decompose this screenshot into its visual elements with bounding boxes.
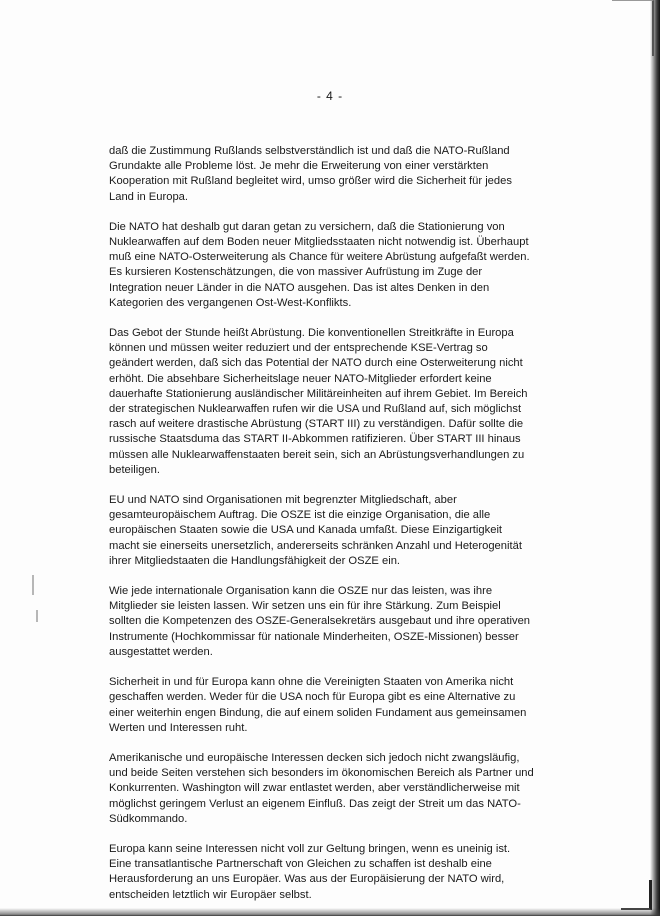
paragraph: Sicherheit in und für Europa kann ohne die Vereinigten Staaten von Amerika nicht geschaffen werden. Weder für die USA noch für Europa gibt es eine Alternative zu einer weiterhin engen Bindung, die auf einem soliden Fundament aus gemeinsamen Werten und Interessen ruht. <box>109 676 527 734</box>
scan-speck <box>36 610 38 622</box>
paragraph: EU und NATO sind Organisationen mit begrenzter Mitgliedschaft, aber gesamteuropäischem Auftrag. Die OSZE ist die einzige Organisation, die alle europäischen Staaten sowie die USA und Kanada umfaßt. Diese Einzigartigkeit macht sie einerseits unersetzlich, andererseits schränken Anzahl und Heterogenität ihrer Mitgliedstaaten die Handlungsfähigkeit der OSZE ein. <box>109 494 522 567</box>
paragraph: Die NATO hat deshalb gut daran getan zu versichern, daß die Stationierung von Nuklearwaffen auf dem Boden neuer Mitgliedsstaaten nicht notwendig ist. Überhaupt muß eine NATO-Osterweiterung als Chance für weitere Abrüstung aufgefaßt werden. Es kursieren Kostenschätzungen, die von massiver Aufrüstung im Zuge der Integration neuer Länder in die NATO ausgehen. Das ist altes Denken in den Kategorien des vergangenen Ost-West-Konflikts. <box>109 220 530 309</box>
scan-speck <box>32 575 34 595</box>
paragraph: daß die Zustimmung Rußlands selbstverständlich ist und daß die NATO-Rußland Grundakte alle Probleme löst. Je mehr die Erweiterung von einer verstärkten Kooperation mit Rußland begleitet wird, umso größer wird die Sicherheit für jedes Land in Europa. <box>109 145 512 203</box>
paragraph: Wie jede internationale Organisation kann die OSZE nur das leisten, was ihre Mitglieder sie leisten lassen. Wir setzen uns ein für ihre Stärkung. Zum Beispiel sollten die Kompetenzen des OSZE-Generalsekretärs ausgebaut und ihre operativen Instrumente (Hochkommissar für nationale Minderheiten, OSZE-Missionen) besser ausgestattet werden. <box>109 585 531 658</box>
scan-corner-mark <box>621 880 652 910</box>
scan-corner-mark <box>612 0 654 56</box>
paragraph: Europa kann seine Interessen nicht voll zur Geltung bringen, wenn es uneinig ist. Eine transatlantische Partnerschaft von Gleichen zu schaffen ist deshalb eine Herausforderung an uns Europäer. Was aus der Europäisierung der NATO wird, entscheiden letztlich wir Europäer selbst. <box>109 842 511 901</box>
body-text <box>109 144 534 918</box>
page-number: - 4 - <box>316 89 344 103</box>
paragraph: Das Gebot der Stunde heißt Abrüstung. Die konventionellen Streitkräfte in Europa können und müssen weiter reduziert und der entsprechende KSE-Vertrag so geändert werden, daß sich das Potential der NATO durch eine Osterweiterung nicht erhöht. Die absehbare Sicherheitslage neuer NATO-Mitglieder erfordert keine dauerhafte Stationierung ausländischer Militäreinheiten auf ihrem Gebiet. Im Bereich der strategischen Nuklearwaffen rufen wir die USA und Rußland auf, sich möglichst rasch auf weitere drastische Abrüstung (START III) zu verständigen. Dafür sollte die russische Staatsduma das START II-Abkommen ratifizieren. Über START III hinaus müssen alle Nuklearwaffenstaaten bereit sein, sich an Abrüstungsverhandlungen zu beteiligen. <box>109 327 528 476</box>
paragraph: Amerikanische und europäische Interessen decken sich jedoch nicht zwangsläufig, und beide Seiten verstehen sich besonders im ökonomischen Bereich als Partner und Konkurrenten. Washington will zwar entlastet werden, aber verständlicherweise mit möglichst geringem Verlust an eigenem Einfluß. Das zeigt der Streit um das NATO-Südkommando. <box>109 751 534 825</box>
scan-edge-right <box>650 0 660 916</box>
